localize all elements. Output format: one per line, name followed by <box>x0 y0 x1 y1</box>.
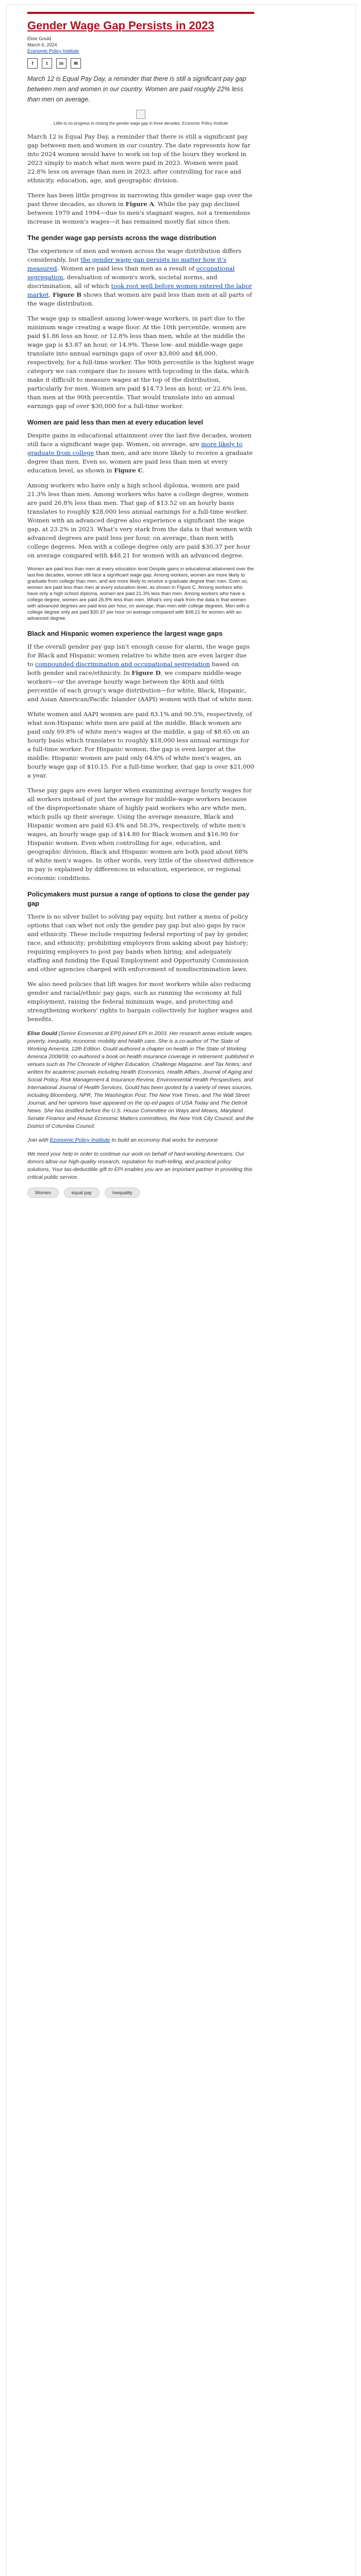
link-occupational-segregation[interactable]: occupational segregation <box>27 265 235 281</box>
join-epi: Join with Economic Policy Institute to build an economy that works for everyone <box>27 1137 218 1143</box>
paragraph-5: Despite gains in educational attainment over the last five decades, women still face a significant wage gap. Women, on average, are more likely to graduate from college than men, and are more likely to receive a graduate degree than men. Even so, women are paid less than men at every education level, as shown in Figure C. <box>27 432 253 474</box>
figure-alt-text: Little to no progress in closing the gender wage gap in three decades: Economic Policy Institute <box>54 121 228 126</box>
paragraph-6: Among workers who have only a high school diploma, women are paid 21.3% less than men. Among workers who have a college degree, women are paid 26.8% less than men. That gap of $13.52 on an hourly basis translates to roughly $28,000 less annual earnings for a full-time worker. Women with an advanced degree also experience a significant the wage gap, at 23.2% in 2023. What's very stark from the data is that women with advanced degrees are paid less per hour, on average, than men with college degrees. Men with a college degree only are paid $30.37 per hour on average compared with $48.21 for women with an advanced degree. <box>27 482 252 559</box>
subheading-wage-distribution: The gender wage gap persists across the wage distribution <box>27 234 217 242</box>
paragraph-9: These pay gaps are even larger when examining average hourly wages for all workers instead of just the average for middle-wage workers because of the disproportionate share of highly paid workers who are white men, which pulls up their average. Using the average measure, Black and Hispanic women are paid 63.4% and 58.3%, respectively, of white men's wages, an hourly wage gap of $14.80 for Black women and $16.90 for Hispanic women. Even when controlling for age, education, and geographic division, Black and Hispanic women are both paid about 68% of white men's wages. In other words, very little of the observed difference in pay is explained by differences in education, experience, or regional economic conditions. <box>27 787 254 882</box>
donation-appeal: We need your help in order to continue our work on behalf of hard-working Americans. Our donors allow our high-quality research, reputation for truth-telling, and practical policy solutions. Your tax-deductible gift to EPI enables you are an important partner in providing this critical public service. <box>27 1151 253 1180</box>
facebook-icon[interactable]: f <box>27 58 38 69</box>
paragraph-8: White women and AAPI women are paid 83.1% and 90.5%, respectively, of what non-Hispanic white men are paid at the middle. Black women are paid only 69.8% of white men's wages at the middle, a gap of $8.65 on an hourly basis which translates to roughly $18,000 less annual earnings for a full-time worker. For Hispanic women, the gap is even larger at the middle: Hispanic women are paid only 64.6% of white men's wages, an hourly wage gap of $10.15. For a full-time worker, that gap is over $21,000 a year. <box>27 710 254 779</box>
paragraph-4: The wage gap is smallest among lower-wage workers, in part due to the minimum wage creating a wage floor. At the 10th percentile, women are paid $1.86 less an hour, or 12.8% less than men, while at the middle the wage gap is $3.87 an hour, or 14.9%. These low- and middle-wage gaps translate into annual earnings gaps of over $3,800 and $8,000, respectively, for a full-time worker. The 90th percentile is the highest wage category we can compare due to issues with topcoding in the data, which make it difficult to measure wages at the top of the distribution, particularly for men. Women are paid $14.73 less an hour, or 22.6% less, than men at the 90th percentile. That would translate into an annual earnings gap of over $30,000 for a full-time worker. <box>27 315 254 410</box>
org-link[interactable]: Economic Policy Institute <box>27 48 79 54</box>
author-bio: Elise Gould (Senior Economist at EPI) joined EPI in 2003. Her research areas include wages, poverty, inequality, economic mobility and health care. She is a co-author of The State of Working America, 12th Edition. Gould authored a chapter on health in The State of Working America 2008/09; co-authored a book on health insurance coverage in retirement; published in venues such as The Chronicle of Higher Education, Challenge Magazine, and Tax Notes; and written for academic journals including Health Economics, Health Affairs, Journal of Aging and Social Policy, Risk Management & Insurance Review, Environmental Health Perspectives, and International Journal of Health Services. Gould has been quoted by a variety of news sources, including Bloomberg, NPR, The Washington Post, The New York Times, and The Wall Street Journal, and her opinions have appeared on the op-ed pages of USA Today and The Detroit News. She has testified before the U.S. House Committee on Ways and Means, Maryland Senate Finance and House Economic Matters committees, the New York City Council, and the District of Columbia Council. <box>27 1030 254 1129</box>
tag-equal-pay[interactable]: equal pay <box>64 1188 100 1198</box>
paragraph-2: There has been little progress in narrowing this gender wage gap over the past three decades, as shown in Figure A. While the pay gap declined between 1979 and 1994—due to men's stagnant wages, not a tremendous increase in women's wages—it has remained mostly flat since then. <box>27 192 253 225</box>
tag-inequality[interactable]: Inequality <box>105 1188 140 1198</box>
paragraph-7: If the overall gender pay gap isn't enough cause for alarm, the wage gaps for Black and Hispanic women relative to white men are even larger due to compounded discrimination and occupational segregation based on both gender and race/ethnicity. In Figure D, we compare middle-wage workers—or the average hourly wage between the 40th and 60th percentile of each group's wage distribution—for white, Black, Hispanic, and Asian American/Pacific Islander (AAPI) women with that of white men. <box>27 643 253 703</box>
paragraph-1: March 12 is Equal Pay Day, a reminder that there is still a significant pay gap between men and women in our country. The date represents how far into 2024 women would have to work on top of the hours they worked in 2023 simply to match what men were paid in 2023. Women were paid 22.8% less on average than men in 2023, after controlling for race and ethnicity, education, age, and geographic division. <box>27 133 251 184</box>
tag-women[interactable]: Women <box>27 1188 59 1198</box>
link-took-root[interactable]: took root well before women entered the labor market <box>27 282 252 298</box>
subheading-policymakers: Policymakers must pursue a range of options to close the gender pay gap <box>27 890 250 907</box>
link-compounded-discrimination[interactable]: compounded discrimination and occupational segregation <box>35 660 210 668</box>
paragraph-3: The experience of men and women across the wage distribution differs considerably, but the gender wage gap persists no matter how it's measured. Women are paid less than men as a result of occupational segregation, devaluation of women's work, societal norms, and discrimination, all of which took root well before women entered the labor market. Figure B shows that women are paid less than men at all parts of the wage distribution. <box>27 247 252 307</box>
share-row <box>27 58 254 69</box>
article-meta <box>27 36 254 54</box>
subheading-education: Women are paid less than men at every education level <box>27 418 203 426</box>
article-title[interactable]: Gender Wage Gap Persists in 2023 <box>27 19 215 32</box>
brand-stripe <box>27 12 254 14</box>
figure-d-ref: Figure D <box>132 669 161 676</box>
link-graduate-college[interactable]: more likely to graduate from college <box>27 440 243 456</box>
figure-note: Women are paid less than men at every education level Despite gains in educational attainment over the last five decades, women still face a significant wage gap. Among workers, women are more likely to graduate from college than men, and are more likely to receive a graduate degree than men. Even so, women are paid less than men at every education level, as shown in Figure C. Among workers who have only a high school diploma, women are paid 21.3% less than men. Among workers who have a college degree, women are paid 26.8% less than men. What's very stark from the data is that women with advanced degrees are paid less per hour, on average, than men with college degrees. Men with a college degree only are paid $30.37 per hour on average compared with $48.21 for women with an advanced degree. <box>27 566 254 621</box>
tag-list <box>27 1188 254 1198</box>
linkedin-icon[interactable]: in <box>56 58 67 69</box>
figure-b-ref: Figure B <box>52 291 82 298</box>
join-epi-link[interactable]: Economic Policy Institute <box>50 1137 110 1143</box>
broken-image-icon <box>136 110 145 119</box>
article-column <box>27 5 254 1198</box>
paragraph-11: We also need policies that lift wages for most workers while also reducing gender and racial/ethnic pay gaps, such as running the economy at full employment, raising the federal minimum wage, and protecting and strengthening workers' rights to bargain collectively for higher wages and benefits. <box>27 980 252 1023</box>
email-icon[interactable]: ✉ <box>71 58 81 69</box>
date: March 6, 2024 <box>27 42 57 47</box>
link-gap-persists[interactable]: the gender wage gap persists no matter how it's measured <box>27 256 226 272</box>
figure-c-ref: Figure C <box>114 467 143 474</box>
bio-name: Elise Gould <box>27 1030 57 1037</box>
paragraph-10: There is no silver bullet to solving pay equity, but rather a menu of policy options that can whet not only the gender pay gap but also gaps by race and ethnicity. These include requiring federal reporting of pay by gender, race, and ethnicity; prohibiting employers from asking about pay history; requiring employers to post pay bands when hiring; and adequately staffing and funding the Equal Employment and Opportunity Commission and other agencies charged with enforcement of nondiscrimination laws. <box>27 913 249 973</box>
newsletter-frame <box>6 4 356 2576</box>
author: Elise Gould <box>27 36 52 41</box>
figure-a-ref: Figure A <box>125 200 154 208</box>
intro-summary: March 12 is Equal Pay Day, a reminder that there is still a significant pay gap between men and women in our country. Women are paid roughly 22% less than men on average. <box>27 75 247 103</box>
twitter-icon[interactable]: t <box>42 58 52 69</box>
figure <box>27 110 254 126</box>
subheading-black-hispanic: Black and Hispanic women experience the largest wage gaps <box>27 630 223 637</box>
